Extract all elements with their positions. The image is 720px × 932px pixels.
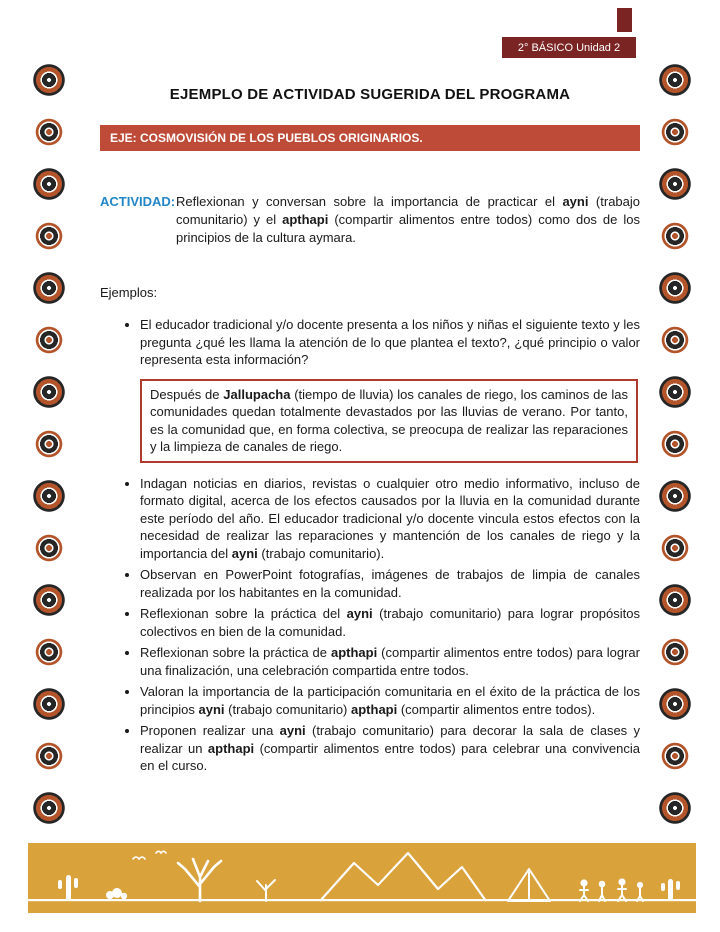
bullet-item: • Proponen realizar una ayni (trabajo comunitario) para decorar la sala de clases y realizar un apthapi (compartir alimentos entre todos) para celebrar una convivencia en el curso. — [140, 722, 640, 775]
right-ornament-border — [654, 54, 696, 843]
activity-row — [100, 193, 640, 247]
activity-label: ACTIVIDAD: — [100, 194, 176, 209]
examples-label: Ejemplos: — [100, 285, 158, 300]
bullet-item: • Reflexionan sobre la práctica de apthapi (compartir alimentos entre todos) para lograr una finalización, una celebración compartida entre todos. — [140, 644, 640, 679]
eje-banner — [100, 125, 640, 151]
document-content — [100, 80, 640, 779]
page-title: EJEMPLO DE ACTIVIDAD SUGERIDA DEL PROGRAMA — [169, 86, 571, 103]
badge-corner-tab — [617, 8, 632, 32]
landscape-silhouette-graphic — [28, 843, 696, 913]
bullet-item: • El educador tradicional y/o docente presenta a los niños y niñas el siguiente texto y les pregunta ¿qué les llama la atención de lo que plantea el texto?, ¿qué principio o valor representa esta información? — [140, 316, 640, 369]
unit-badge — [502, 37, 636, 58]
bullet-item: • Valoran la importancia de la participación comunitaria en el éxito de la práctica de los principios ayni (trabajo comunitario) apthapi (compartir alimentos entre todos). — [140, 683, 640, 718]
eje-banner-label: EJE: COSMOVISIÓN DE LOS PUEBLOS ORIGINARIOS. — [110, 131, 423, 145]
bullet-item: • Indagan noticias en diarios, revistas o cualquier otro medio informativo, incluso de formato digital, acerca de los efectos causados por la lluvia en la comunidad durante este período del año. El educador tradicional y/o docente vincula estos efectos con la necesidad de realizar las reparaciones y mantención de los canales de riego y la importancia del ayni (trabajo comunitario). — [140, 475, 640, 563]
left-ornament-border — [28, 54, 70, 843]
footer-illustration — [28, 843, 696, 913]
bullet-list — [100, 475, 640, 775]
bullet-item: • Reflexionan sobre la práctica del ayni (trabajo comunitario) para lograr propósitos colectivos en bien de la comunidad. — [140, 605, 640, 640]
activity-description: Reflexionan y conversan sobre la importancia de practicar el ayni (trabajo comunitario) y el apthapi (compartir alimentos entre todos) como dos de los principios de la cultura aymara. — [176, 194, 640, 245]
quote-box: Después de Jallupacha (tiempo de lluvia) los canales de riego, los caminos de las comunidades quedan totalmente devastados por las lluvias de verano. Por tanto, es la comunidad que, en forma colectiva, se preocupa de realizar las reparaciones y la limpieza de canales de riego. — [140, 379, 638, 463]
bullet-item: • Observan en PowerPoint fotografías, imágenes de trabajos de limpia de canales realizada por los habitantes en la comunidad. — [140, 566, 640, 601]
bullet-list — [100, 316, 640, 369]
unit-badge-label: 2° BÁSICO Unidad 2 — [517, 41, 621, 54]
